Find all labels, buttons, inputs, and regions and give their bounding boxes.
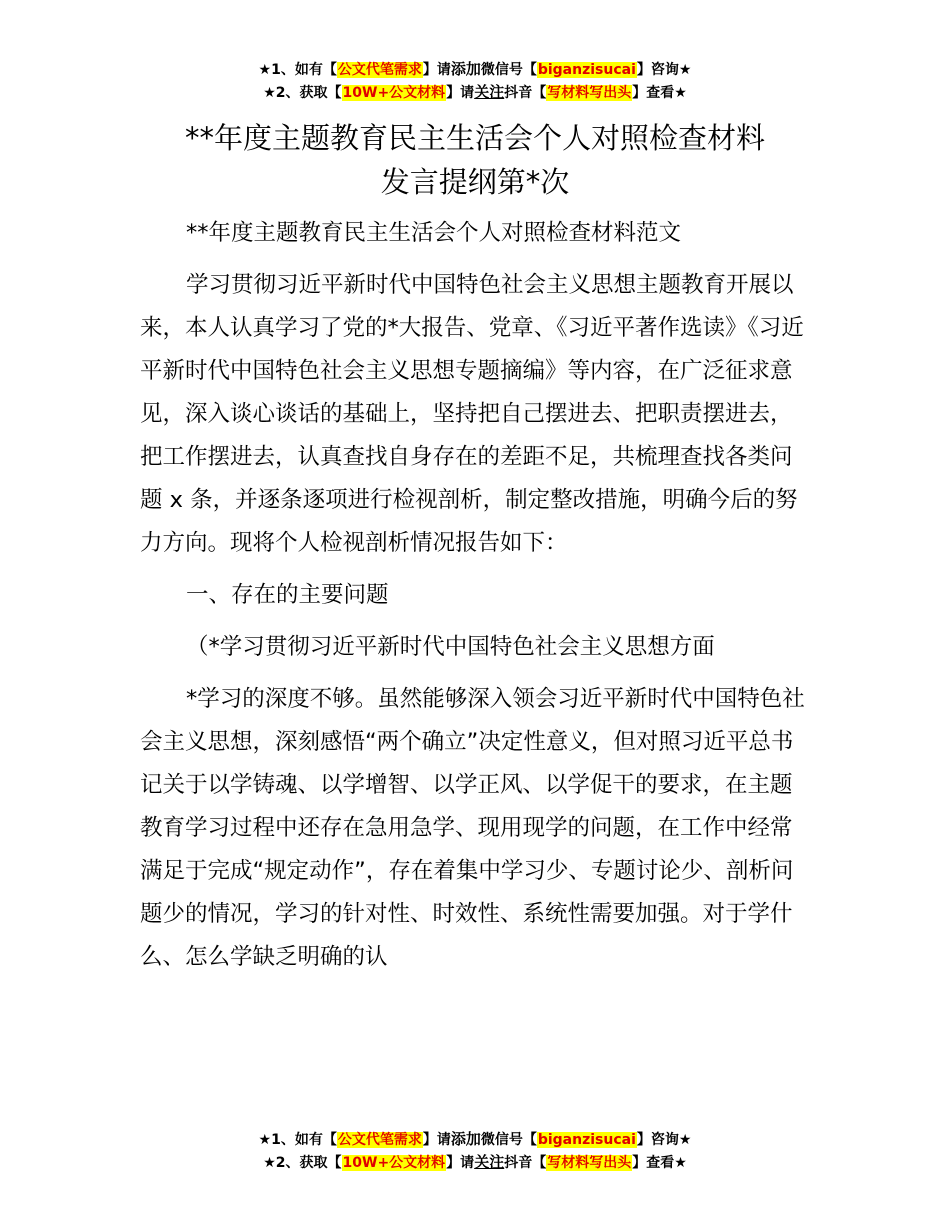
banner-text: 】请 [446,1155,475,1171]
banner-line-1 [0,1128,950,1151]
banner-emphasis: 添加 [450,1130,481,1148]
paragraph-problem-1: *学习的深度不够。虽然能够深入领会习近平新时代中国特色社会主义思想，深刻感悟“两个确立”决定性意义，但对照习近平总书记关于以学铸魂、以学增智、以学正风、以学促干的要求，在主题教育学习过程中还存在急用急学、现用现学的问题，在工作中经常满足于完成“规定动作”，存在着集中学习少、专题讨论少、剖析问题少的情况，学习的针对性、时效性、系统性需要加强。对于学什么、怎么学缺乏明确的认 [140,686,805,970]
banner-text: ★1、如有【 [258,1132,337,1148]
paragraph-intro: 学习贯彻习近平新时代中国特色社会主义思想主题教育开展以来，本人认真学习了党的*大报告、党章、《习近平著作选读》《习近平新时代中国特色社会主义思想专题摘编》等内容，在广泛征求意见，深入谈心谈话的基础上，坚持把自己摆进去、把职责摆进去，把工作摆进去，认真查找自身存在的差距不足，共梳理查找各类问题 x 条，并逐条逐项进行检视剖析，制定整改措施，明确今后的努力方向。现将个人检视剖析情况报告如下： [140,272,804,556]
banner-text: 抖音【 [504,1155,547,1171]
banner-text: ★1、如有【 [258,62,337,78]
subsection-heading: （*学习贯彻习近平新时代中国特色社会主义思想方面 [186,634,715,660]
section-heading: 一、存在的主要问题 [186,582,389,608]
title-line-2: 发言提纲第*次 [380,165,570,199]
banner-text: 微信号【 [480,62,537,78]
footer-banner [0,1128,950,1174]
banner-highlight: 公文代笔需求 [337,62,422,78]
banner-highlight: biganzisucai [537,62,636,78]
banner-line-2 [0,81,950,104]
banner-emphasis: 关注 [474,1153,505,1171]
banner-emphasis: 添加 [450,60,481,78]
banner-highlight: biganzisucai [537,1132,636,1148]
document-body [140,212,812,979]
banner-highlight: 写材料写出头 [547,85,632,101]
banner-highlight: 10W+公文材料 [342,85,446,101]
banner-text: 】咨询★ [636,62,692,78]
banner-text: 】请 [422,1132,451,1148]
banner-text: 】请 [422,62,451,78]
document-title [0,116,950,204]
banner-text: 】查看★ [632,85,687,101]
banner-highlight: 10W+公文材料 [342,1155,446,1171]
banner-text: 】请 [446,85,475,101]
banner-text: 抖音【 [504,85,547,101]
banner-text: 微信号【 [480,1132,537,1148]
banner-line-2 [0,1151,950,1174]
banner-text: 】查看★ [632,1155,687,1171]
banner-text: 】咨询★ [636,1132,692,1148]
header-banner [0,58,950,104]
document-subtitle: **年度主题教育民主生活会个人对照检查材料范文 [186,220,682,246]
title-line-1: **年度主题教育民主生活会个人对照检查材料 [184,121,765,155]
banner-emphasis: 关注 [474,83,505,101]
banner-text: ★2、获取【 [263,1155,342,1171]
banner-highlight: 公文代笔需求 [337,1132,422,1148]
banner-line-1 [0,58,950,81]
banner-text: ★2、获取【 [263,85,342,101]
banner-highlight: 写材料写出头 [547,1155,632,1171]
